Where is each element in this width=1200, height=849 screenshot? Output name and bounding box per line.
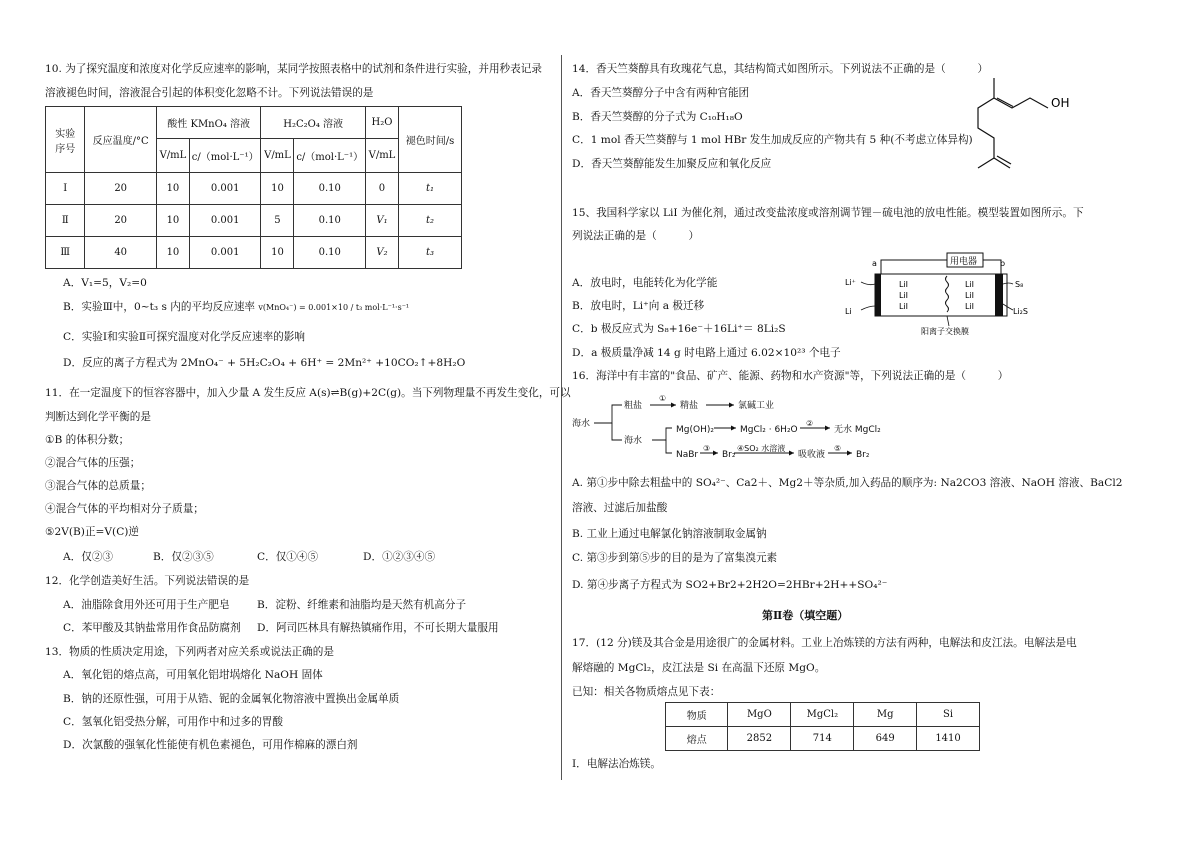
table-cell: t₃ (399, 237, 462, 269)
q14-option-d: D．香天竺葵醇能发生加聚反应和氧化反应 (572, 158, 772, 170)
q10-header-v: V/mL (156, 139, 189, 173)
q11-stem-1: 11．在一定温度下的恒容容器中，加入少量 A 发生反应 A(s)⇌B(g)+2C(g)。当下列物理量不再发生变化，可以 (45, 387, 571, 399)
q13-option-d: D．次氯酸的强氧化性能使有机色素褪色，可用作棉麻的漂白剂 (63, 739, 358, 751)
q15-li2s: Li₂S (1013, 307, 1028, 316)
q15-label-b: b (1000, 259, 1006, 268)
q16-mgoh2: Mg(OH)₂ (676, 425, 714, 435)
table-cell: 0.10 (294, 205, 365, 237)
q10-option-b (63, 300, 409, 315)
q17-stem-1: 17．(12 分)镁及其合金是用途很广的金属材料。工业上冶炼镁的方法有两种，电解法和皮江法。电解法是电 (572, 637, 1077, 649)
table-cell: 0 (365, 173, 398, 205)
q12-option-d: D．阿司匹林具有解热镇痛作用，不可长期大量服用 (257, 622, 499, 634)
q16-seawater-2: 海水 (624, 436, 643, 446)
section-title: 第Ⅱ卷（填空题） (762, 609, 849, 622)
q16-seawater: 海水 (572, 419, 591, 429)
q16-option-b: B. 工业上通过电解氯化钠溶液制取金属钠 (572, 528, 767, 540)
q10-option-b-text: B．实验Ⅲ中，0~t₃ s 内的平均反应速率 (63, 301, 256, 313)
q10-stem-1: 10. 为了探究温度和浓度对化学反应速率的影响，某同学按照表格中的试剂和条件进行实验，并用秒表记录 (45, 63, 542, 75)
q14-option-b: B．香天竺葵醇的分子式为 C₁₀H₁₈O (572, 111, 743, 123)
column-divider (561, 55, 562, 780)
table-cell: 0.001 (189, 205, 260, 237)
table-row (46, 173, 462, 205)
q10-stem-2: 溶液褪色时间，溶液混合引起的体积变化忽略不计。下列说法错误的是 (45, 87, 374, 99)
q15-electrode-b (995, 274, 1003, 316)
q16-fine-salt: 精盐 (680, 401, 699, 411)
table-cell: 10 (156, 237, 189, 269)
q15-lii: LiI (899, 280, 909, 289)
q15-option-d: D．a 极质量净减 14 g 时电路上通过 6.02×10²³ 个电子 (572, 347, 841, 359)
q15-lii: LiI (965, 291, 975, 300)
q11-stem-2: 判断达到化学平衡的是 (45, 411, 151, 423)
q16-flow-diagram (572, 390, 902, 470)
table-cell: 10 (156, 205, 189, 237)
q16-br2-final: Br₂ (856, 450, 870, 460)
table-cell: 10 (156, 173, 189, 205)
q10-header-kmno4: 酸性 KMnO₄ 溶液 (156, 107, 261, 139)
q10-header-time: 褪色时间/s (399, 107, 462, 173)
q14-stem: 14．香天竺葵醇具有玫瑰花气息，其结构简式如图所示。下列说法不正确的是（ ） (572, 63, 989, 75)
q15-stem-2: 列说法正确的是（ ） (572, 230, 700, 242)
q13-option-b: B．钠的还原性强，可用于从锆、铌的金属氧化物溶液中置换出金属单质 (63, 693, 400, 705)
q17-stem-3: 已知：相关各物质熔点见下表： (572, 686, 721, 698)
q13-option-c: C．氢氧化铝受热分解，可用作中和过多的胃酸 (63, 716, 283, 728)
table-row (46, 205, 462, 237)
table-cell: 0.001 (189, 173, 260, 205)
q16-option-d: D. 第④步离子方程式为 SO2+Br2+2H2O=2HBr+2H++SO₄²⁻ (572, 579, 888, 591)
table-cell: V₁ (365, 205, 398, 237)
table-cell: V₂ (365, 237, 398, 269)
q10-header-temp: 反应温度/°C (85, 107, 156, 173)
table-cell: t₁ (399, 173, 462, 205)
table-cell: MgO (728, 703, 791, 727)
q11-option-b: B．仅②③⑤ (153, 551, 214, 563)
q10-option-b-formula: v(MnO₄⁻) = 0.001×10 / t₃ mol·L⁻¹·s⁻¹ (258, 303, 410, 312)
q15-stem-1: 15、我国科学家以 LiI 为催化剂，通过改变盐浓度或溶剂调节锂－硫电池的放电性能。模型装置如图所示。下 (572, 207, 1084, 219)
table-cell: 5 (261, 205, 294, 237)
q16-step4: ④SO₂ 水溶液 (737, 444, 786, 453)
q16-br2: Br₂ (722, 450, 736, 460)
table-row (666, 727, 980, 751)
q11-item: ⑤2V(B)正=V(C)逆 (45, 526, 140, 538)
q16-mgcl2-6h2o: MgCl₂ · 6H₂O (740, 425, 798, 435)
table-cell: 714 (791, 727, 854, 751)
table-cell: 40 (85, 237, 156, 269)
q16-anhydrous: 无水 MgCl₂ (834, 425, 881, 435)
q16-nabr: NaBr (676, 450, 699, 460)
q12-option-b: B．淀粉、纤维素和油脂均是天然有机高分子 (257, 599, 467, 611)
table-cell: t₂ (399, 205, 462, 237)
q15-electrode-a (875, 274, 881, 316)
table-cell: 0.10 (294, 173, 365, 205)
q10-header-h2c2o4: H₂C₂O₄ 溶液 (261, 107, 366, 139)
q13-stem: 13．物质的性质决定用途，下列两者对应关系或说法正确的是 (45, 646, 334, 658)
q16-chlor-alkali: 氯碱工业 (738, 401, 775, 411)
q15-lii: LiI (899, 302, 909, 311)
q12-option-a: A．油脂除食用外还可用于生产肥皂 (63, 599, 230, 611)
q11-item: ③混合气体的总质量； (45, 480, 151, 492)
q12-stem: 12．化学创造美好生活。下列说法错误的是 (45, 575, 250, 587)
table-cell: 0.10 (294, 237, 365, 269)
table-cell: Ⅰ (46, 173, 85, 205)
q16-absorb: 吸收液 (798, 450, 826, 460)
q11-option-c: C．仅①④⑤ (257, 551, 319, 563)
q14-oh-label: OH (1051, 96, 1070, 110)
q17-melting-point-table (665, 702, 980, 751)
q10-option-d: D．反应的离子方程式为 2MnO₄⁻ + 5H₂C₂O₄ + 6H⁺ = 2Mn²⁺ +10CO₂↑+8H₂O (63, 357, 466, 369)
q11-item: ①B 的体积分数； (45, 434, 130, 446)
q16-step2: ② (806, 419, 814, 428)
q14-option-c: C．1 mol 香天竺葵醇与 1 mol HBr 发生加成反应的产物共有 5 种(不考虑立体异构) (572, 134, 973, 146)
q10-header-h2o: H₂O (365, 107, 398, 139)
q16-step3: ③ (703, 444, 711, 453)
q11-item: ②混合气体的压强； (45, 457, 141, 469)
q10-header-v: V/mL (261, 139, 294, 173)
q10-header-c: c/（mol·L⁻¹） (189, 139, 260, 173)
q15-lii: LiI (965, 302, 975, 311)
q14-structure-diagram (964, 70, 1084, 190)
table-cell: 20 (85, 205, 156, 237)
q10-header-c: c/（mol·L⁻¹） (294, 139, 365, 173)
q10-option-c: C．实验Ⅰ和实验Ⅱ可探究温度对化学反应速率的影响 (63, 331, 305, 343)
table-cell: Mg (854, 703, 917, 727)
q15-option-a: A．放电时，电能转化为化学能 (572, 277, 718, 289)
q16-step5: ⑤ (834, 444, 842, 453)
table-cell: 0.001 (189, 237, 260, 269)
q15-device-label: 用电器 (950, 257, 978, 267)
q17-part1: Ⅰ．电解法冶炼镁。 (572, 758, 661, 770)
q17-stem-2: 解熔融的 MgCl₂，皮江法是 Si 在高温下还原 MgO。 (572, 662, 826, 674)
q15-li: Li (845, 307, 852, 316)
q11-option-a: A．仅②③ (63, 551, 114, 563)
q15-battery-diagram (837, 252, 1037, 344)
table-cell: 1410 (917, 727, 980, 751)
q10-header-exp: 实验 序号 (46, 107, 85, 173)
table-cell: Ⅲ (46, 237, 85, 269)
table-cell: 2852 (728, 727, 791, 751)
q10-option-a: A．V₁=5，V₂=0 (63, 277, 147, 289)
q15-label-a: a (872, 259, 877, 268)
table-cell: 物质 (666, 703, 728, 727)
table-cell: 649 (854, 727, 917, 751)
table-cell: Ⅱ (46, 205, 85, 237)
table-cell: 10 (261, 173, 294, 205)
q16-step1: ① (659, 394, 667, 403)
table-cell: 20 (85, 173, 156, 205)
q16-option-c: C. 第③步到第⑤步的目的是为了富集溴元素 (572, 552, 778, 564)
table-cell: 熔点 (666, 727, 728, 751)
table-cell: Si (917, 703, 980, 727)
q16-crude-salt: 粗盐 (624, 401, 643, 411)
table-cell: MgCl₂ (791, 703, 854, 727)
q13-option-a: A．氧化铝的熔点高，可用氧化铝坩埚熔化 NaOH 固体 (63, 669, 323, 681)
q10-table (45, 106, 462, 269)
q12-option-c: C．苯甲酸及其钠盐常用作食品防腐剂 (63, 622, 241, 634)
q15-lii: LiI (899, 291, 909, 300)
q15-membrane: 阳离子交换膜 (921, 327, 969, 336)
q15-option-b: B．放电时，Li⁺向 a 极迁移 (572, 300, 705, 312)
q16-stem: 16．海洋中有丰富的"食品、矿产、能源、药物和水产资源"等，下列说法正确的是（ ） (572, 370, 1009, 382)
q11-option-d: D．①②③④⑤ (363, 551, 436, 563)
q14-option-a: A．香天竺葵醇分子中含有两种官能团 (572, 87, 750, 99)
q15-s8: S₈ (1015, 280, 1024, 289)
table-cell: 10 (261, 237, 294, 269)
table-row (666, 703, 980, 727)
q16-option-a-1: A. 第①步中除去粗盐中的 SO₄²⁻、Ca2＋、Mg2＋等杂质,加入药品的顺序为: Na2CO3 溶液、NaOH 溶液、BaCl2 (572, 477, 1123, 489)
q10-header-v: V/mL (365, 139, 398, 173)
q16-option-a-2: 溶液、过滤后加盐酸 (572, 502, 668, 514)
table-row (46, 237, 462, 269)
q15-option-c: C．b 极反应式为 S₈+16e⁻＋16Li⁺＝ 8Li₂S (572, 323, 786, 335)
q15-lii: LiI (965, 280, 975, 289)
q15-li-plus: Li⁺ (845, 278, 856, 287)
q11-item: ④混合气体的平均相对分子质量； (45, 503, 204, 515)
